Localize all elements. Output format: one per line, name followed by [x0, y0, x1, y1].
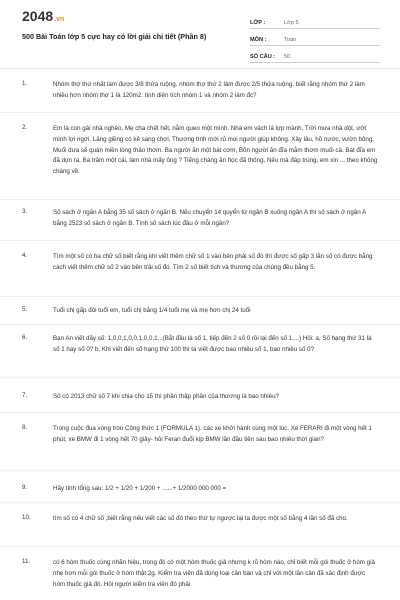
meta-value: Toán [284, 37, 297, 43]
question-number: 3. [22, 208, 28, 215]
question-text: có 6 hòm thuốc cùng nhãn hiệu, trong đó có một hòm thuốc giả nhưng k rõ hòm nào, chỉ biết mỗi gói thuốc ở hòm giả nhẹ hơn mỗi gói thuốc ở hòm thật 2g. Kiểm tra viên đã dùng loại cân bàn và chỉ với một lần cân đã xác định được hòm thuốc giả đó. Hỏi người kiểm tra viên đó phải [53, 559, 375, 588]
question-number: 4. [22, 252, 28, 259]
question-divider [0, 377, 400, 378]
question-text: Số sách ở ngăn A bằng 35 số sách ở ngăn B. Nếu chuyển 14 quyển từ ngăn B xuống ngăn A thì số sách ở ngăn A bằng 2523 số sách ở ngăn B. Tính số sách lúc đầu ở mỗi ngăn? [53, 209, 366, 227]
question-text: Tìm một số có ba chữ số biết rằng khi viết thêm chữ số 1 vào bên phải số đó thì được số gấp 3 lần số có được bằng cách viết thêm chữ số 2 vào bên trái số đó. Tìm 2 số biết tích và thương của chúng đều bằng 5. [53, 253, 373, 271]
header [0, 0, 400, 62]
question-text: Trong cuộc đua vòng tròn Công thức 1 (FORMULA 1). các xe khởi hành cùng một lúc. Xe FERARI đi một vòng hết 1 phút, xe BMW đi 1 vòng hết 70 giây- hỏi Ferari đuổi kịp BMW lần đầu tiên sau bao nhiêu thời gian? [53, 425, 372, 443]
question-text: Bạn An viết dãy số: 1,0,0,1,0,0,1,0,0,1...(Bắt đầu là số 1, tiếp đến 2 số 0 rồi lại đến số 1,...) Hỏi: a, Số hạng thứ 31 là số 1 hay số 0? b, Khi viết đến số hạng thứ 100 thì ta viết được bao nhiêu số 1, bao nhiêu số 0? [53, 335, 372, 353]
meta-key: MÔN : [250, 37, 267, 43]
question-divider [0, 412, 400, 413]
question-number: 8. [22, 424, 28, 431]
meta-table [250, 12, 380, 63]
question-number: 5. [22, 306, 28, 313]
question-number: 2. [22, 124, 28, 131]
question-number: 1. [22, 80, 28, 87]
question-divider [0, 324, 400, 325]
question-text: Số có 2013 chữ số 7 khi chia cho 15 thì phần thập phân của thương là bao nhiêu? [53, 393, 279, 400]
question-divider [0, 470, 400, 471]
question-number: 9. [22, 484, 28, 491]
question-text: Tuổi chị gấp đôi tuổi em, tuổi chị bằng 1/4 tuổi mẹ và mẹ hơn chị 24 tuổi [53, 307, 251, 314]
question-number: 7. [22, 392, 28, 399]
question-divider [0, 296, 400, 297]
logo-text: 2048 [22, 8, 54, 24]
header-divider [0, 68, 400, 69]
meta-row-grade [250, 12, 380, 29]
question-divider [0, 546, 400, 547]
meta-value: Lớp 5 [284, 20, 299, 26]
question-divider [0, 502, 400, 503]
question-number: 11. [22, 558, 31, 565]
meta-row-count [250, 46, 380, 63]
site-logo[interactable] [22, 8, 64, 24]
meta-value: 50 [284, 54, 291, 60]
question-text: Nhóm thợ thứ nhất làm được 3/8 thửa ruộng. nhóm thợ thứ 2 làm được 2/5 thửa ruộng. biết rằng nhóm thứ 2 làm nhiều hơn nhóm thợ 1 là 120m2. tính diện tích nhóm 1 và nhóm 2 làm đc? [53, 81, 365, 99]
question-text: tìm số có 4 chữ số ,biết rằng nếu viết các số đó theo thứ tự ngược lại ta được một số bằng 4 lần số đã cho. [53, 515, 348, 522]
question-divider [0, 199, 400, 200]
question-text: Em là con gái nhà nghèo, Mẹ cha chết hết, nằm queo một mình. Nhà em vách lá lợp mành, Trời mưa nhà dột, ướt mình lợi ngợi. Láng giềng có kẻ sang chơi, Thương tình mới rủ mọi người giúp không. Xây lâu, hồ nước, vườn bông, Muối dưa sẽ quán miền lòng thảo thơm. Ba người ăn một bát cơm, Bốn người ăn đĩa mắm thơm muối cà. Bát đĩa em đã dọn ra, Ba trăm một cái, làm nhà mấy ông ? Tiếng chàng ăn học đã thông, Nếu mà đáp trúng, em xin ... theo không chàng về. [53, 125, 378, 176]
question-divider [0, 240, 400, 241]
meta-row-subject [250, 29, 380, 46]
logo-suffix: .vn [54, 16, 65, 23]
question-number: 10. [22, 514, 31, 521]
meta-key: SỐ CÂU : [250, 54, 276, 60]
question-text: Hãy tính tổng sau: 1/2 + 1/20 + 1/200 + ......+ 1/2000 000 000 = [53, 485, 227, 492]
question-divider [0, 112, 400, 113]
meta-key: LỚP : [250, 20, 266, 26]
question-number: 6. [22, 334, 28, 341]
document-title: 500 Bài Toán lớp 5 cực hay có lời giải chi tiết (Phần 8) [22, 32, 207, 41]
